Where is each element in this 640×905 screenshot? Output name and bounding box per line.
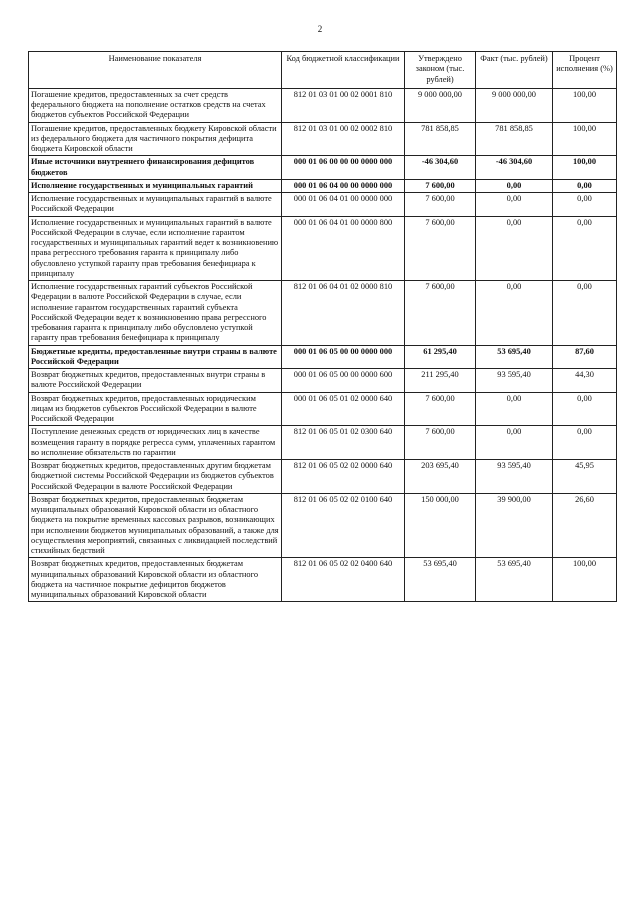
budget-code-cell: 000 01 06 00 00 00 0000 000 xyxy=(282,156,405,180)
budget-code-cell: 000 01 06 05 00 00 0000 000 xyxy=(282,345,405,369)
execution-percent-cell: 26,60 xyxy=(553,493,617,558)
execution-percent-cell: 100,00 xyxy=(553,88,617,122)
table-row xyxy=(29,281,617,346)
table-row xyxy=(29,392,617,426)
fact-amount-cell: 0,00 xyxy=(476,392,553,426)
approved-amount-cell: 211 295,40 xyxy=(405,369,476,393)
table-row xyxy=(29,369,617,393)
budget-code-cell: 812 01 03 01 00 02 0002 810 xyxy=(282,122,405,156)
table-row xyxy=(29,345,617,369)
indicator-name-cell: Поступление денежных средств от юридических лиц в качестве возмещения гаранту в порядке регресса сумм, уплаченных гарантом во исполнение обязательств по гарантии xyxy=(29,426,282,460)
approved-amount-cell: 781 858,85 xyxy=(405,122,476,156)
fact-amount-cell: 9 000 000,00 xyxy=(476,88,553,122)
approved-amount-cell: 7 600,00 xyxy=(405,216,476,281)
approved-amount-cell: 7 600,00 xyxy=(405,281,476,346)
budget-code-cell: 812 01 06 05 02 02 0100 640 xyxy=(282,493,405,558)
budget-code-cell: 000 01 06 04 01 00 0000 000 xyxy=(282,193,405,217)
indicator-name-cell: Возврат бюджетных кредитов, предоставленных внутри страны в валюте Российской Федерации xyxy=(29,369,282,393)
execution-percent-cell: 100,00 xyxy=(553,156,617,180)
table-row xyxy=(29,216,617,281)
fact-amount-cell: 0,00 xyxy=(476,193,553,217)
budget-code-cell: 812 01 06 05 02 02 0400 640 xyxy=(282,558,405,602)
approved-amount-cell: 61 295,40 xyxy=(405,345,476,369)
header-indicator-name: Наименование показателя xyxy=(29,52,282,89)
approved-amount-cell: 203 695,40 xyxy=(405,460,476,494)
fact-amount-cell: 0,00 xyxy=(476,216,553,281)
fact-amount-cell: 0,00 xyxy=(476,281,553,346)
indicator-name-cell: Иные источники внутреннего финансирования дефицитов бюджетов xyxy=(29,156,282,180)
execution-percent-cell: 0,00 xyxy=(553,281,617,346)
indicator-name-cell: Возврат бюджетных кредитов, предоставленных бюджетам муниципальных образований Кировской области из областного бюджета на частичное покрытие дефицитов бюджетов муниципальных образований Кировской области xyxy=(29,558,282,602)
table-row xyxy=(29,88,617,122)
budget-code-cell: 000 01 06 04 00 00 0000 000 xyxy=(282,179,405,192)
approved-amount-cell: 7 600,00 xyxy=(405,392,476,426)
execution-percent-cell: 100,00 xyxy=(553,558,617,602)
execution-percent-cell: 0,00 xyxy=(553,216,617,281)
table-row xyxy=(29,558,617,602)
header-approved: Утверждено законом (тыс. рублей) xyxy=(405,52,476,89)
execution-percent-cell: 0,00 xyxy=(553,392,617,426)
execution-percent-cell: 45,95 xyxy=(553,460,617,494)
approved-amount-cell: 7 600,00 xyxy=(405,179,476,192)
fact-amount-cell: 0,00 xyxy=(476,426,553,460)
execution-percent-cell: 100,00 xyxy=(553,122,617,156)
approved-amount-cell: 7 600,00 xyxy=(405,193,476,217)
fact-amount-cell: 93 595,40 xyxy=(476,369,553,393)
table-row xyxy=(29,193,617,217)
table-row xyxy=(29,122,617,156)
table-row xyxy=(29,179,617,192)
indicator-name-cell: Исполнение государственных и муниципальных гарантий xyxy=(29,179,282,192)
table-body xyxy=(29,88,617,602)
page-number: 2 xyxy=(317,24,323,34)
approved-amount-cell: 53 695,40 xyxy=(405,558,476,602)
fact-amount-cell: 53 695,40 xyxy=(476,345,553,369)
budget-code-cell: 000 01 06 04 01 00 0000 800 xyxy=(282,216,405,281)
header-fact: Факт (тыс. рублей) xyxy=(476,52,553,89)
execution-percent-cell: 0,00 xyxy=(553,426,617,460)
table-row xyxy=(29,493,617,558)
header-percent: Процент исполнения (%) xyxy=(553,52,617,89)
indicator-name-cell: Бюджетные кредиты, предоставленные внутри страны в валюте Российской Федерации xyxy=(29,345,282,369)
approved-amount-cell: -46 304,60 xyxy=(405,156,476,180)
execution-percent-cell: 87,60 xyxy=(553,345,617,369)
indicator-name-cell: Исполнение государственных и муниципальных гарантий в валюте Российской Федерации в случае, если исполнение гарантом государственных и муниципальных гарантий ведет к возникновению права регрессного требования гаранта к принципалу либо обусловлено уступкой гаранту прав требования бенефициара к принципалу xyxy=(29,216,282,281)
table-header xyxy=(29,52,617,89)
indicator-name-cell: Возврат бюджетных кредитов, предоставленных другим бюджетам бюджетной системы Российской Федерации из бюджетов субъектов Российской Федерации в валюте Российской Федерации xyxy=(29,460,282,494)
budget-code-cell: 812 01 06 05 01 02 0300 640 xyxy=(282,426,405,460)
fact-amount-cell: 39 900,00 xyxy=(476,493,553,558)
table-row xyxy=(29,156,617,180)
budget-code-cell: 000 01 06 05 01 02 0000 640 xyxy=(282,392,405,426)
execution-percent-cell: 44,30 xyxy=(553,369,617,393)
execution-percent-cell: 0,00 xyxy=(553,193,617,217)
indicator-name-cell: Погашение кредитов, предоставленных за счет средств федерального бюджета на пополнение остатков средств на счетах бюджетов субъектов Российской Федерации xyxy=(29,88,282,122)
budget-code-cell: 812 01 06 05 02 02 0000 640 xyxy=(282,460,405,494)
indicator-name-cell: Возврат бюджетных кредитов, предоставленных бюджетам муниципальных образований Кировской области из областного бюджета на покрытие временных кассовых разрывов, возникающих при исполнении бюджетов муниципальных образований, а также для осуществления мероприятий, связанных с ликвидацией последствий стихийных бедствий xyxy=(29,493,282,558)
fact-amount-cell: 53 695,40 xyxy=(476,558,553,602)
fact-amount-cell: -46 304,60 xyxy=(476,156,553,180)
header-budget-code: Код бюджетной классификации xyxy=(282,52,405,89)
budget-code-cell: 812 01 06 04 01 02 0000 810 xyxy=(282,281,405,346)
execution-percent-cell: 0,00 xyxy=(553,179,617,192)
budget-code-cell: 812 01 03 01 00 02 0001 810 xyxy=(282,88,405,122)
table-row xyxy=(29,426,617,460)
budget-code-cell: 000 01 06 05 00 00 0000 600 xyxy=(282,369,405,393)
indicator-name-cell: Исполнение государственных гарантий субъектов Российской Федерации в валюте Российской Федерации в случае, если исполнение гарантом государственных гарантий субъекта Российской Федерации ведет к возникновению права регрессного требования гаранта к принципалу либо обусловлено уступкой гаранту прав требования бенефициара к принципалу xyxy=(29,281,282,346)
indicator-name-cell: Погашение кредитов, предоставленных бюджету Кировской области из федерального бюджета для частичного покрытия дефицита бюджета Кировской области xyxy=(29,122,282,156)
approved-amount-cell: 7 600,00 xyxy=(405,426,476,460)
fact-amount-cell: 93 595,40 xyxy=(476,460,553,494)
fact-amount-cell: 0,00 xyxy=(476,179,553,192)
table-row xyxy=(29,460,617,494)
header-row xyxy=(29,52,617,89)
indicator-name-cell: Исполнение государственных и муниципальных гарантий в валюте Российской Федерации xyxy=(29,193,282,217)
indicator-name-cell: Возврат бюджетных кредитов, предоставленных юридическим лицам из бюджетов субъектов Российской Федерации в валюте Российской Федерации xyxy=(29,392,282,426)
approved-amount-cell: 150 000,00 xyxy=(405,493,476,558)
fact-amount-cell: 781 858,85 xyxy=(476,122,553,156)
budget-execution-table xyxy=(28,51,617,602)
approved-amount-cell: 9 000 000,00 xyxy=(405,88,476,122)
